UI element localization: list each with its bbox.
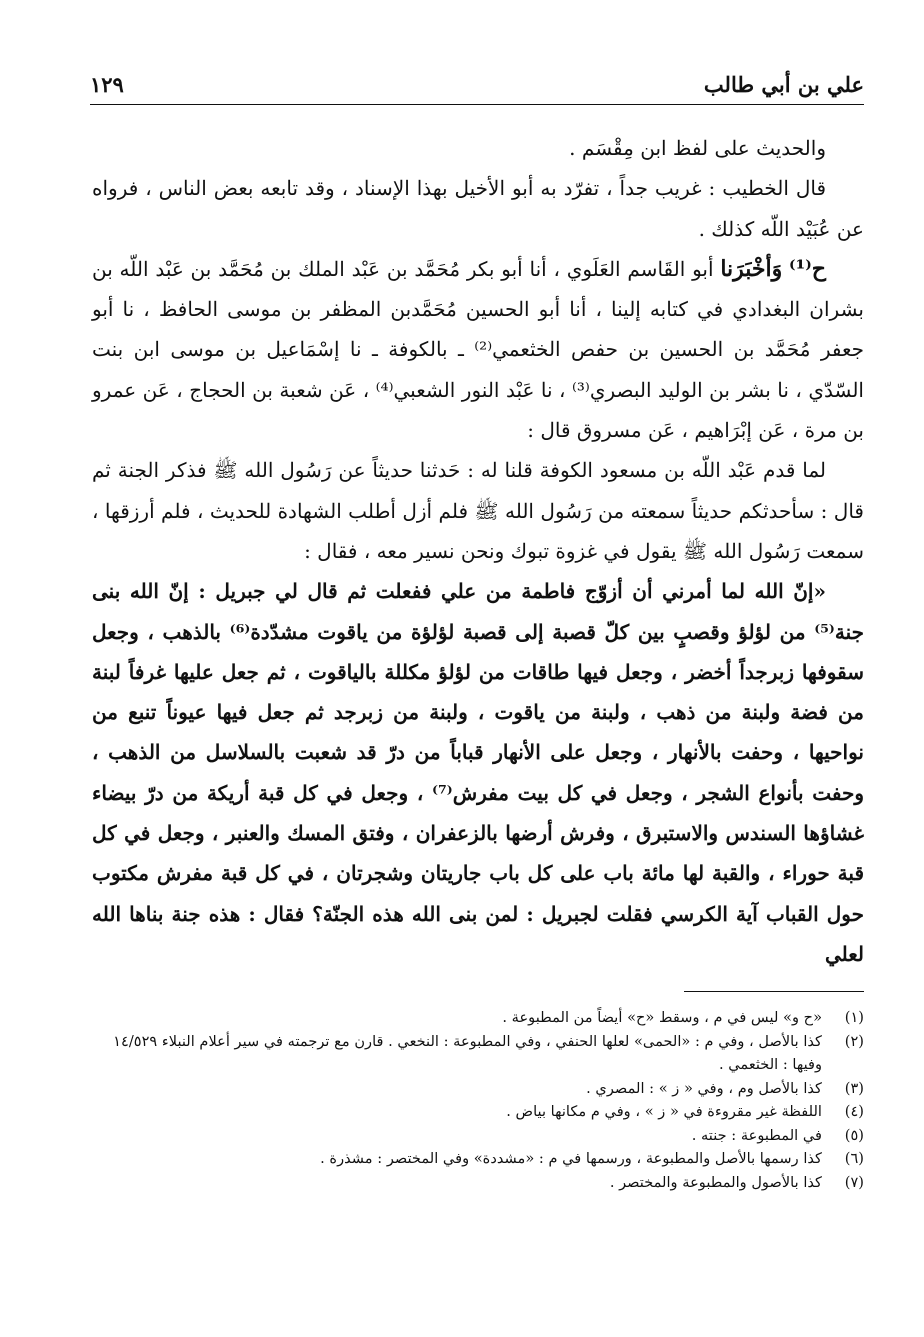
footnote-text: اللفظة غير مقروءة في « ز » ، وفي م مكانها بياض . bbox=[506, 1103, 822, 1120]
page-header bbox=[90, 66, 864, 105]
footnote-number: (٢) bbox=[844, 1032, 864, 1050]
footnote-number: (١) bbox=[844, 1009, 864, 1026]
footnote-text: «ح و» ليس في م ، وسقط «ح» أيضاً من المطبوعة . bbox=[502, 1009, 822, 1026]
footnote-item bbox=[92, 1100, 864, 1124]
page-number: ١٢٩ bbox=[90, 72, 124, 97]
footnote-text: كذا بالأصول والمطبوعة والمختصر . bbox=[609, 1173, 822, 1191]
footnote-item bbox=[92, 1147, 864, 1171]
footnote-number: (٦) bbox=[844, 1150, 864, 1167]
paragraph-1: والحديث على لفظ ابن مِقْسَم . bbox=[569, 136, 826, 160]
footnote-item bbox=[92, 1171, 864, 1195]
footnote-number: (٣) bbox=[844, 1079, 864, 1097]
footnotes bbox=[92, 1006, 864, 1194]
akhbarana-word: وَأخْبَرَنا bbox=[720, 255, 783, 282]
footnote-number: (٧) bbox=[844, 1173, 864, 1191]
main-text bbox=[92, 128, 864, 974]
footnote-text: في المطبوعة : جنته . bbox=[691, 1126, 822, 1144]
footnote-text: كذا بالأصل وم ، وفي « ز » : المصري . bbox=[586, 1079, 822, 1097]
paragraph-2: قال الخطيب : غريب جداً ، تفرّد به أبو الأخيل بهذا الإسناد ، وقد تابعه بعض الناس ، فرواه عن عُبَيْد اللّه كذلك . bbox=[92, 176, 864, 241]
footnote-item bbox=[92, 1006, 864, 1030]
footnote-text: كذا رسمها بالأصل والمطبوعة ، ورسمها في م : «مشددة» وفي المختصر : مشذرة . bbox=[320, 1150, 822, 1167]
footnote-item bbox=[92, 1124, 864, 1148]
isnad-marker: ح⁽¹⁾ bbox=[789, 255, 827, 282]
paragraph-4: لما قدم عَبْد اللّه بن مسعود الكوفة قلنا له : حَدثنا حديثاً عن رَسُول الله ﷺ فذكر الجنة ثم قال : سأحدثكم حديثاً سمعته من رَسُول الله ﷺ فلم أزل أطلب الشهادة للحديث ، فلم أرزقها ، سمعت رَسُول الله ﷺ يقول في غزوة تبوك ونحن نسير معه ، فقال : bbox=[92, 458, 864, 563]
footnote-text: كذا بالأصل ، وفي م : «الحمى» لعلها الحنفي ، وفي المطبوعة : النخعي . قارن مع ترجمته في سير أعلام النبلاء ١٤/٥٢٩ وفيها : الخثعمي . bbox=[113, 1032, 822, 1073]
isnad-chain: أبو القَاسم العَلَوي ، أنا أبو بكر مُحَمَّد بن عَبْد الملك بن مُحَمَّد بن عَبْد اللّه بن بشران البغدادي في كتابه إلينا ، أنا أبو الحسين مُحَمَّدبن المظفر بن موسى الحافظ ، نا أبو جعفر مُحَمَّد بن الحسين بن حفص الخثعمي⁽²⁾ ـ بالكوفة ـ نا إسْمَاعيل بن موسى ابن بنت السّدّي ، نا بشر بن الوليد البصري⁽³⁾ ، نا عَبْد النور الشعبي⁽⁴⁾ ، عَن شعبة بن الحجاج ، عَن عمرو بن مرة ، عَن إبْرَاهيم ، عَن مسروق قال : bbox=[92, 256, 865, 443]
running-title: علي بن أبي طالب bbox=[703, 72, 864, 97]
paragraph-3 bbox=[92, 249, 864, 450]
hadith-text: «إنّ الله لما أمرني أن أزوّج فاطمة من علي ففعلت ثم قال لي جبريل : إنّ الله بنى جنة⁽⁵⁾ من لؤلؤ وقصبٍ بين كلّ قصبة إلى قصبة لؤلؤة من ياقوت مشدّدة⁽⁶⁾ بالذهب ، وجعل سقوفها زبرجداً أخضر ، وجعل فيها طاقات من لؤلؤ مكللة بالياقوت ، ثم جعل عليها غرفاً لبنة من فضة ولبنة من ذهب ، ولبنة من ياقوت ، ولبنة من زبرجد ثم جعل فيها عيوناً تنبع من نواحيها ، وحفت بالأنهار ، وجعل على الأنهار قباباً من درّ قد شعبت بالسلاسل من الذهب ، وحفت بأنواع الشجر ، وجعل في كل بيت مفرش⁽⁷⁾ ، وجعل في كل قبة أريكة من درّ بيضاء غشاؤها السندس والاستبرق ، وفرش أرضها بالزعفران ، وفتق المسك والعنبر ، وجعل في كل قبة حوراء ، والقبة لها مائة باب على كل باب جاريتان وشجرتان ، في كل قبة مفرش مكتوب حول القباب آية الكرسي فقلت لجبريل : لمن بنى الله هذه الجنّة؟ فقال : هذه جنة بناها الله لعلي bbox=[92, 579, 864, 966]
footnote-divider bbox=[684, 991, 864, 992]
footnote-item bbox=[92, 1030, 864, 1077]
footnote-item bbox=[92, 1077, 864, 1101]
footnote-number: (٥) bbox=[844, 1126, 864, 1144]
footnote-number: (٤) bbox=[844, 1103, 864, 1120]
